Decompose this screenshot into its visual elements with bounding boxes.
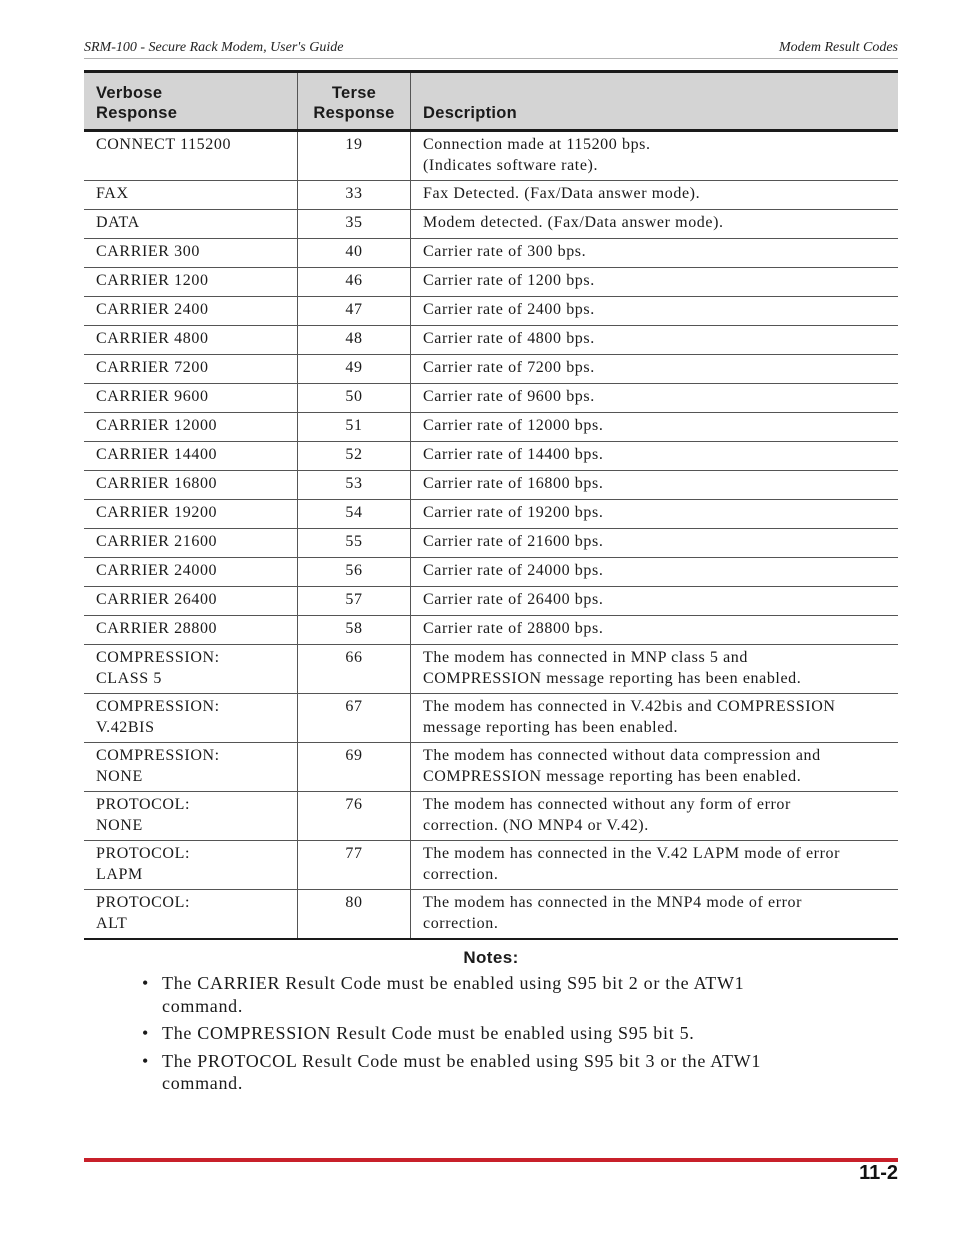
header-rule — [84, 58, 898, 59]
description-cell — [411, 529, 899, 558]
description-cell — [411, 239, 899, 268]
verbose-response-line: PROTOCOL: — [96, 796, 191, 813]
verbose-response-line: CARRIER 9600 — [96, 388, 209, 405]
note-item — [142, 1050, 802, 1095]
verbose-response-cell — [84, 131, 298, 181]
verbose-response-line: ALT — [96, 914, 128, 932]
description-cell — [411, 500, 899, 529]
description-line: Carrier rate of 21600 bps. — [423, 533, 604, 550]
description-cell — [411, 268, 899, 297]
verbose-response-cell — [84, 841, 298, 890]
terse-response-cell: 54 — [298, 500, 411, 529]
terse-response-cell: 19 — [298, 131, 411, 181]
column-header-line: Description — [423, 104, 518, 122]
description-line: Fax Detected. (Fax/Data answer mode). — [423, 185, 701, 202]
description-line: Connection made at 115200 bps. — [423, 136, 651, 153]
result-codes-table — [84, 70, 898, 940]
terse-response-cell: 67 — [298, 694, 411, 743]
verbose-response-line: CARRIER 26400 — [96, 591, 218, 608]
description-line: The modem has connected without data compression and — [423, 747, 821, 764]
verbose-response-line: DATA — [96, 214, 140, 231]
verbose-response-cell — [84, 326, 298, 355]
terse-response-cell: 47 — [298, 297, 411, 326]
bullet-icon: • — [142, 1023, 150, 1043]
description-line: correction. — [423, 914, 499, 932]
description-line: Carrier rate of 12000 bps. — [423, 417, 604, 434]
table-row — [84, 471, 898, 500]
verbose-response-cell — [84, 181, 298, 210]
verbose-response-line: NONE — [96, 816, 143, 834]
verbose-response-line: CARRIER 19200 — [96, 504, 218, 521]
verbose-response-cell — [84, 384, 298, 413]
verbose-response-cell — [84, 792, 298, 841]
verbose-response-cell — [84, 587, 298, 616]
verbose-response-line: LAPM — [96, 865, 143, 883]
verbose-response-line: PROTOCOL: — [96, 894, 191, 911]
description-line: Carrier rate of 7200 bps. — [423, 359, 595, 376]
verbose-response-line: CARRIER 12000 — [96, 417, 218, 434]
table-row — [84, 297, 898, 326]
terse-response-cell: 35 — [298, 210, 411, 239]
terse-response-cell: 50 — [298, 384, 411, 413]
description-cell — [411, 326, 899, 355]
description-line: Carrier rate of 9600 bps. — [423, 388, 595, 405]
terse-response-cell: 48 — [298, 326, 411, 355]
terse-response-cell: 57 — [298, 587, 411, 616]
document-title: SRM-100 - Secure Rack Modem, User's Guide — [84, 40, 344, 55]
page-number: 11-2 — [859, 1162, 898, 1184]
description-line: Carrier rate of 4800 bps. — [423, 330, 595, 347]
verbose-response-line: CARRIER 7200 — [96, 359, 209, 376]
description-cell — [411, 181, 899, 210]
column-header-verbose — [84, 72, 298, 131]
description-cell — [411, 413, 899, 442]
column-header-line: Response — [96, 104, 178, 122]
table-row — [84, 268, 898, 297]
table-row — [84, 210, 898, 239]
verbose-response-cell — [84, 890, 298, 940]
description-cell — [411, 558, 899, 587]
column-header-terse — [298, 72, 411, 131]
verbose-response-cell — [84, 297, 298, 326]
running-header — [84, 38, 898, 58]
column-header-line: Verbose — [96, 84, 163, 102]
table-row — [84, 558, 898, 587]
description-cell — [411, 792, 899, 841]
terse-response-cell: 55 — [298, 529, 411, 558]
column-header-line: Response — [313, 104, 395, 122]
terse-response-cell: 66 — [298, 645, 411, 694]
footer-rule — [84, 1158, 898, 1162]
column-header-line: Terse — [331, 84, 377, 102]
description-cell — [411, 442, 899, 471]
verbose-response-line: CARRIER 16800 — [96, 475, 218, 492]
column-header-description — [411, 72, 899, 131]
table-row — [84, 131, 898, 181]
description-line: message reporting has been enabled. — [423, 718, 679, 736]
description-line: correction. — [423, 865, 499, 883]
table-row — [84, 326, 898, 355]
description-line: The modem has connected in the MNP4 mode of error — [423, 894, 803, 911]
note-text-line: The CARRIER Result Code must be enabled using S95 bit 2 or the ATW1 — [162, 973, 745, 993]
table-row — [84, 355, 898, 384]
table-row — [84, 587, 898, 616]
description-cell — [411, 743, 899, 792]
table-header-row — [84, 72, 898, 131]
table-row — [84, 743, 898, 792]
table-row — [84, 616, 898, 645]
description-line: Carrier rate of 300 bps. — [423, 243, 587, 260]
verbose-response-cell — [84, 239, 298, 268]
description-line: Carrier rate of 14400 bps. — [423, 446, 604, 463]
verbose-response-line: V.42BIS — [96, 718, 155, 736]
description-cell — [411, 616, 899, 645]
terse-response-cell: 76 — [298, 792, 411, 841]
description-cell — [411, 890, 899, 940]
bullet-icon: • — [142, 973, 150, 993]
terse-response-cell: 46 — [298, 268, 411, 297]
terse-response-cell: 58 — [298, 616, 411, 645]
verbose-response-line: CARRIER 21600 — [96, 533, 218, 550]
table-row — [84, 500, 898, 529]
description-line: The modem has connected in V.42bis and COMPRESSION — [423, 698, 836, 715]
table-row — [84, 442, 898, 471]
table-row — [84, 413, 898, 442]
terse-response-cell: 56 — [298, 558, 411, 587]
description-cell — [411, 384, 899, 413]
notes-title: Notes: — [463, 948, 519, 967]
table-row — [84, 181, 898, 210]
description-line: Modem detected. (Fax/Data answer mode). — [423, 214, 724, 231]
description-line: Carrier rate of 2400 bps. — [423, 301, 595, 318]
table-row — [84, 792, 898, 841]
description-line: The modem has connected in the V.42 LAPM mode of error — [423, 845, 841, 862]
table-row — [84, 890, 898, 940]
description-cell — [411, 841, 899, 890]
verbose-response-cell — [84, 355, 298, 384]
terse-response-cell: 40 — [298, 239, 411, 268]
verbose-response-line: COMPRESSION: — [96, 649, 220, 666]
table-row — [84, 529, 898, 558]
description-cell — [411, 210, 899, 239]
terse-response-cell: 51 — [298, 413, 411, 442]
description-cell — [411, 587, 899, 616]
verbose-response-cell — [84, 694, 298, 743]
verbose-response-line: CARRIER 300 — [96, 243, 200, 260]
terse-response-cell: 52 — [298, 442, 411, 471]
description-line: Carrier rate of 26400 bps. — [423, 591, 604, 608]
verbose-response-line: COMPRESSION: — [96, 747, 220, 764]
verbose-response-line: CARRIER 2400 — [96, 301, 209, 318]
verbose-response-cell — [84, 268, 298, 297]
table-row — [84, 694, 898, 743]
description-cell — [411, 131, 899, 181]
note-text-line: The PROTOCOL Result Code must be enabled using S95 bit 3 or the ATW1 — [162, 1050, 762, 1071]
table-row — [84, 239, 898, 268]
chapter-title: Modem Result Codes — [779, 40, 898, 55]
description-cell — [411, 297, 899, 326]
terse-response-cell: 69 — [298, 743, 411, 792]
verbose-response-cell — [84, 616, 298, 645]
note-text-line: The COMPRESSION Result Code must be enabled using S95 bit 5. — [162, 1023, 695, 1043]
verbose-response-line: CARRIER 24000 — [96, 562, 218, 579]
terse-response-cell: 80 — [298, 890, 411, 940]
bullet-icon: • — [142, 1050, 150, 1071]
description-cell — [411, 694, 899, 743]
verbose-response-line: CARRIER 1200 — [96, 272, 209, 289]
description-line: correction. (NO MNP4 or V.42). — [423, 816, 649, 834]
description-line: The modem has connected without any form of error — [423, 796, 791, 813]
verbose-response-cell — [84, 743, 298, 792]
verbose-response-line: CARRIER 14400 — [96, 446, 218, 463]
note-text-line: command. — [162, 995, 244, 1016]
verbose-response-cell — [84, 413, 298, 442]
verbose-response-cell — [84, 558, 298, 587]
description-line: Carrier rate of 1200 bps. — [423, 272, 595, 289]
verbose-response-line: PROTOCOL: — [96, 845, 191, 862]
verbose-response-line: COMPRESSION: — [96, 698, 220, 715]
verbose-response-line: CLASS 5 — [96, 669, 162, 687]
note-item — [142, 1022, 802, 1045]
description-line: (Indicates software rate). — [423, 156, 599, 174]
description-cell — [411, 355, 899, 384]
description-cell — [411, 645, 899, 694]
verbose-response-line: CONNECT 115200 — [96, 136, 232, 153]
description-line: COMPRESSION message reporting has been enabled. — [423, 669, 802, 687]
verbose-response-line: NONE — [96, 767, 143, 785]
verbose-response-cell — [84, 645, 298, 694]
description-line: Carrier rate of 19200 bps. — [423, 504, 604, 521]
verbose-response-cell — [84, 210, 298, 239]
table-row — [84, 645, 898, 694]
notes-list — [142, 972, 802, 1100]
description-line: Carrier rate of 28800 bps. — [423, 620, 604, 637]
terse-response-cell: 77 — [298, 841, 411, 890]
verbose-response-line: FAX — [96, 185, 129, 202]
table-body — [84, 131, 898, 940]
note-item — [142, 972, 802, 1017]
terse-response-cell: 53 — [298, 471, 411, 500]
description-line: The modem has connected in MNP class 5 and — [423, 649, 748, 666]
note-text-line: command. — [162, 1073, 244, 1093]
terse-response-cell: 33 — [298, 181, 411, 210]
verbose-response-line: CARRIER 28800 — [96, 620, 218, 637]
verbose-response-cell — [84, 500, 298, 529]
description-cell — [411, 471, 899, 500]
verbose-response-cell — [84, 471, 298, 500]
description-line: COMPRESSION message reporting has been enabled. — [423, 767, 802, 785]
terse-response-cell: 49 — [298, 355, 411, 384]
verbose-response-line: CARRIER 4800 — [96, 330, 209, 347]
description-line: Carrier rate of 16800 bps. — [423, 475, 604, 492]
verbose-response-cell — [84, 529, 298, 558]
description-line: Carrier rate of 24000 bps. — [423, 562, 604, 579]
table-row — [84, 841, 898, 890]
verbose-response-cell — [84, 442, 298, 471]
table-row — [84, 384, 898, 413]
